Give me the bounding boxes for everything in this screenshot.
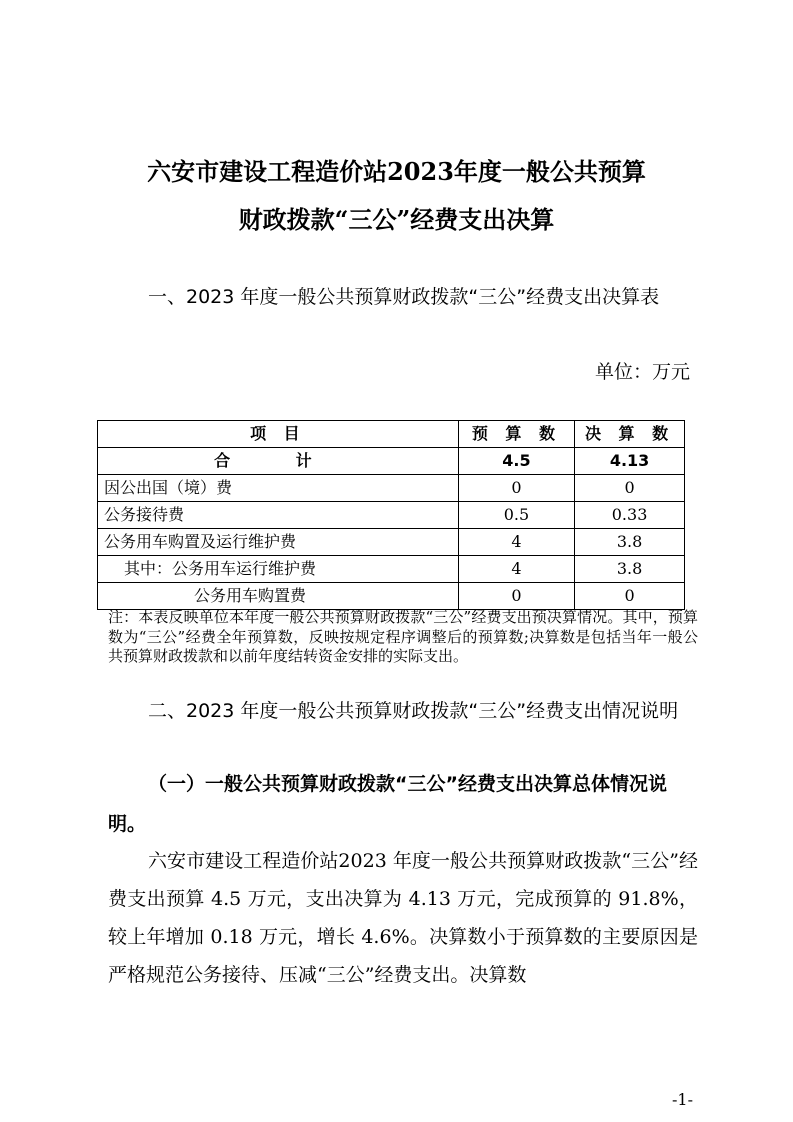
row-label: 其中：公务用车运行维护费 [98,556,459,583]
table-row [98,529,685,556]
table-note: 注：本表反映单位本年度一般公共预算财政拨款“三公”经费支出预决算情况。其中，预算数为“三公”经费全年预算数，反映按规定程序调整后的预算数;决算数是包括当年一般公共预算财政拨款和以前年度结转资金安排的实际支出。 [108,608,698,665]
row-budget: 4 [458,529,574,556]
section2-body: 六安市建设工程造价站2023 年度一般公共预算财政拨款“三公”经费支出预算 4.5 万元，支出决算为 4.13 万元，完成预算的 91.8%，较上年增加 0.18 万元，增长 4.6%。决算数小于预算数的主要原因是严格规范公务接待、压减“三公”经费支出。决算数 [108,850,698,986]
row-label: 公务接待费 [98,502,459,529]
total-budget: 4.5 [458,448,574,475]
row-final: 0.33 [575,502,685,529]
header-final: 决 算 数 [575,421,685,448]
table-row [98,475,685,502]
table-row [98,583,685,610]
section1-heading: 一、2023 年度一般公共预算财政拨款“三公”经费支出决算表 [148,286,660,308]
row-budget: 0.5 [458,502,574,529]
row-budget: 0 [458,583,574,610]
row-final: 0 [575,583,685,610]
row-label: 公务用车购置费 [98,583,459,610]
row-label: 公务用车购置及运行维护费 [98,529,459,556]
document-title-line1: 六安市建设工程造价站2023年度一般公共预算 [147,157,646,186]
row-final: 3.8 [575,556,685,583]
section2-heading: 二、2023 年度一般公共预算财政拨款“三公”经费支出情况说明 [148,700,679,722]
row-label: 因公出国（境）费 [98,475,459,502]
header-budget: 预 算 数 [458,421,574,448]
row-final: 0 [575,475,685,502]
row-budget: 4 [458,556,574,583]
page-number: -1- [672,1090,693,1109]
expense-table [97,420,685,610]
table-header-row [98,421,685,448]
unit-label: 单位：万元 [594,361,690,383]
header-item: 项 目 [98,421,459,448]
table-row [98,502,685,529]
section2-subheading: （一）一般公共预算财政拨款“三公”经费支出决算总体情况说明。 [108,773,667,835]
document-title-line2: 财政拨款“三公”经费支出决算 [238,205,555,234]
row-final: 3.8 [575,529,685,556]
total-label: 合 计 [98,448,459,475]
table-total-row [98,448,685,475]
row-budget: 0 [458,475,574,502]
total-final: 4.13 [575,448,685,475]
table-row [98,556,685,583]
